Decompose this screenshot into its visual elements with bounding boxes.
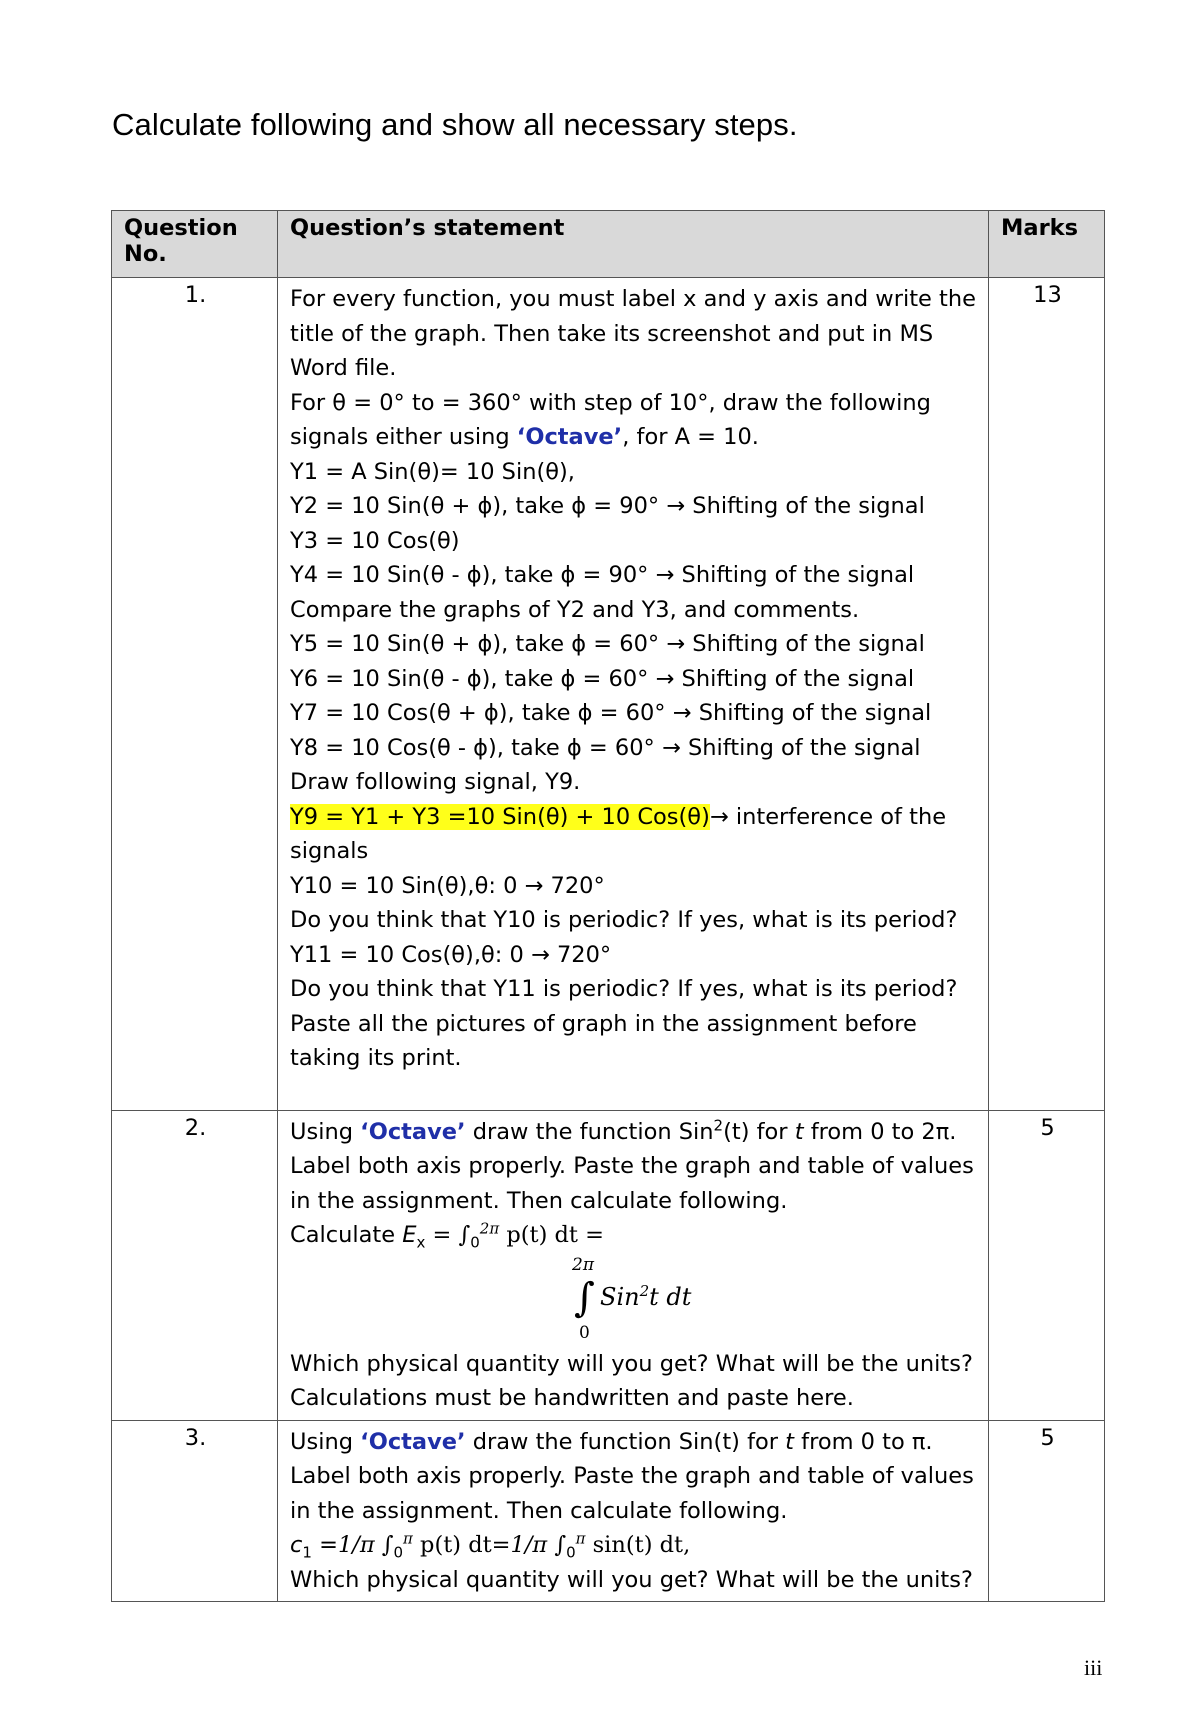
question-number: 1. xyxy=(112,278,278,1111)
text: = xyxy=(311,1532,338,1558)
statement-line: Y7 = 10 Cos(θ + ϕ), take ϕ = 60° → Shifting of the signal xyxy=(290,700,932,726)
question-number: 2. xyxy=(112,1110,278,1420)
table-row xyxy=(112,1110,1105,1420)
subscript: 1 xyxy=(302,1543,312,1562)
statement-line: Label both axis properly. Paste the graph and table of values xyxy=(290,1463,974,1489)
integral-symbol: ∫ xyxy=(547,1532,567,1558)
text: Using xyxy=(290,1118,361,1145)
statement-line xyxy=(290,1425,978,1460)
integral-lower-limit: 0 xyxy=(470,1233,480,1252)
statement-line: Compare the graphs of Y2 and Y3, and comments. xyxy=(290,596,860,623)
table-row xyxy=(112,1420,1105,1602)
statement-line: Y10 = 10 Sin(θ),θ: 0 → 720° xyxy=(290,872,605,899)
statement-line: Y8 = 10 Cos(θ - ϕ), take ϕ = 60° → Shifting of the signal xyxy=(290,734,921,761)
text: , for A = 10. xyxy=(622,424,759,450)
integral-lower-limit: 0 xyxy=(393,1543,404,1562)
statement-line: Paste all the pictures of graph in the assignment before xyxy=(290,1010,917,1037)
statement-line: For every function, you must label x and y axis and write the xyxy=(290,286,976,312)
statement-line: Y1 = A Sin(θ)= 10 Sin(θ), xyxy=(290,458,575,485)
statement-line: Calculations must be handwritten and paste here. xyxy=(290,1385,854,1411)
statement-line: in the assignment. Then calculate following. xyxy=(290,1497,788,1524)
statement-line: Which physical quantity will you get? What will be the units? xyxy=(290,1566,973,1593)
variable: t xyxy=(785,1428,794,1455)
statement-line: Y11 = 10 Cos(θ),θ: 0 → 720° xyxy=(290,941,612,968)
statement-line xyxy=(290,1218,978,1253)
questions-table xyxy=(111,210,1105,1602)
octave-highlight: ‘Octave’ xyxy=(360,1118,466,1145)
page-number: iii xyxy=(1084,1655,1103,1680)
question-number: 3. xyxy=(112,1420,278,1602)
integral-symbol: ∫ xyxy=(374,1532,394,1558)
octave-highlight: ‘Octave’ xyxy=(516,424,623,450)
octave-highlight: ‘Octave’ xyxy=(360,1428,466,1455)
superscript: 2 xyxy=(639,1281,650,1300)
text: signals either using xyxy=(290,424,517,450)
statement-line: taking its print. xyxy=(290,1045,462,1071)
integrand: sin(t) dt, xyxy=(585,1532,691,1558)
text: Calculate xyxy=(290,1222,403,1248)
statement-line: signals xyxy=(290,838,369,864)
text: t dt xyxy=(649,1282,692,1311)
question-marks: 5 xyxy=(989,1110,1105,1420)
question-marks: 5 xyxy=(989,1420,1105,1602)
spacer xyxy=(290,1076,978,1106)
statement-line: Do you think that Y10 is periodic? If yes, what is its period? xyxy=(290,907,958,933)
variable: t xyxy=(794,1118,804,1145)
integral-symbol: ∫ xyxy=(574,1274,595,1321)
display-integral xyxy=(290,1253,978,1347)
integrand xyxy=(600,1283,691,1311)
statement-line: Draw following signal, Y9. xyxy=(290,769,581,795)
integrand: p(t) dt= xyxy=(412,1532,511,1558)
integral-lower-limit: 0 xyxy=(579,1322,590,1343)
text: Sin xyxy=(600,1282,640,1311)
integral-upper-limit: 2π xyxy=(572,1254,594,1275)
integral-upper-limit: π xyxy=(403,1529,413,1548)
statement-line: For θ = 0° to = 360° with step of 10°, draw the following xyxy=(290,389,931,416)
statement-line: in the assignment. Then calculate following. xyxy=(290,1187,788,1214)
text: draw the function Sin(t) for xyxy=(465,1428,786,1455)
variable: c xyxy=(290,1532,303,1558)
statement-line: Y2 = 10 Sin(θ + ϕ), take ϕ = 90° → Shifting of the signal xyxy=(290,493,925,519)
integral-upper-limit: 2π xyxy=(479,1219,500,1238)
header-statement: Question’s statement xyxy=(278,211,989,278)
question-statement xyxy=(278,1420,989,1602)
statement-line xyxy=(290,420,978,455)
statement-line: Do you think that Y11 is periodic? If yes, what is its period? xyxy=(290,976,958,1002)
variable: E xyxy=(402,1222,417,1248)
fraction: 1/π xyxy=(510,1532,548,1558)
integral-symbol: = ∫ xyxy=(425,1222,471,1248)
text: Using xyxy=(290,1428,361,1455)
subscript: x xyxy=(416,1233,426,1252)
statement-line: Y5 = 10 Sin(θ + ϕ), take ϕ = 60° → Shifting of the signal xyxy=(290,631,925,657)
question-marks: 13 xyxy=(989,278,1105,1111)
statement-line: Y3 = 10 Cos(θ) xyxy=(290,527,460,554)
superscript: 2 xyxy=(713,1116,724,1134)
integrand: p(t) dt = xyxy=(499,1222,604,1248)
integral-lower-limit: 0 xyxy=(566,1543,576,1562)
statement-line xyxy=(290,800,978,835)
question-statement xyxy=(278,1110,989,1420)
question-statement xyxy=(278,278,989,1111)
statement-line xyxy=(290,1115,978,1150)
text: → interference of the xyxy=(709,803,947,830)
integral-upper-limit: π xyxy=(575,1529,586,1548)
statement-line: Word file. xyxy=(290,355,397,381)
table-row xyxy=(112,278,1105,1111)
statement-line: Label both axis properly. Paste the graph and table of values xyxy=(290,1153,974,1179)
statement-line: Y6 = 10 Sin(θ - ϕ), take ϕ = 60° → Shifting of the signal xyxy=(290,665,915,692)
text: (t) for xyxy=(723,1118,795,1145)
header-marks: Marks xyxy=(989,211,1105,278)
table-header-row xyxy=(112,211,1105,278)
statement-line: Y4 = 10 Sin(θ - ϕ), take ϕ = 90° → Shifting of the signal xyxy=(290,562,915,588)
text: from 0 to π. xyxy=(794,1428,933,1455)
page-heading: Calculate following and show all necessary steps. xyxy=(112,107,798,142)
text: from 0 to 2π. xyxy=(803,1118,957,1145)
text: draw the function Sin xyxy=(465,1118,714,1145)
statement-line xyxy=(290,1528,978,1563)
statement-line: title of the graph. Then take its screenshot and put in MS xyxy=(290,320,934,347)
header-question-no: Question No. xyxy=(112,211,278,278)
fraction: 1/π xyxy=(337,1532,375,1558)
statement-line: Which physical quantity will you get? What will be the units? xyxy=(290,1350,973,1377)
highlighted-text: Y9 = Y1 + Y3 =10 Sin(θ) + 10 Cos(θ) xyxy=(290,803,710,830)
